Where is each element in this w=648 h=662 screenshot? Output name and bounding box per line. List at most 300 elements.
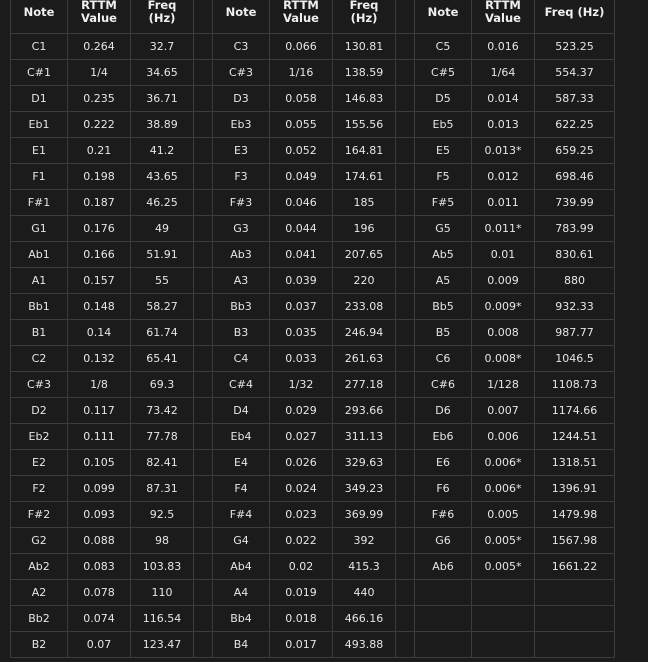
value-cell: 0.006* <box>472 476 535 502</box>
freq-cell: 146.83 <box>333 86 396 112</box>
value-cell: 0.018 <box>270 606 333 632</box>
value-cell: 0.006 <box>472 424 535 450</box>
note-cell: Bb2 <box>11 606 68 632</box>
table-row <box>11 242 615 268</box>
header-value: RTTM Value <box>270 0 333 34</box>
header-freq: Freq (Hz) <box>333 0 396 34</box>
value-cell: 0.006* <box>472 450 535 476</box>
note-cell: C3 <box>213 34 270 60</box>
note-cell: F5 <box>415 164 472 190</box>
column-gap <box>194 320 213 346</box>
freq-cell: 69.3 <box>131 372 194 398</box>
note-cell: F1 <box>11 164 68 190</box>
value-cell: 0.02 <box>270 554 333 580</box>
freq-cell: 36.71 <box>131 86 194 112</box>
freq-cell: 783.99 <box>535 216 615 242</box>
table-row <box>11 372 615 398</box>
value-cell: 0.008 <box>472 320 535 346</box>
table-row <box>11 398 615 424</box>
note-cell: F4 <box>213 476 270 502</box>
freq-cell: 311.13 <box>333 424 396 450</box>
note-cell: C#6 <box>415 372 472 398</box>
table-row <box>11 424 615 450</box>
note-cell: D4 <box>213 398 270 424</box>
table-row <box>11 450 615 476</box>
table-row <box>11 164 615 190</box>
note-cell: Bb3 <box>213 294 270 320</box>
freq-cell: 1567.98 <box>535 528 615 554</box>
freq-cell: 207.65 <box>333 242 396 268</box>
value-cell: 0.01 <box>472 242 535 268</box>
value-cell: 0.235 <box>68 86 131 112</box>
table-row <box>11 554 615 580</box>
freq-cell: 110 <box>131 580 194 606</box>
freq-cell: 82.41 <box>131 450 194 476</box>
freq-cell: 329.63 <box>333 450 396 476</box>
value-cell: 0.023 <box>270 502 333 528</box>
freq-cell <box>535 606 615 632</box>
value-cell: 0.078 <box>68 580 131 606</box>
table-row <box>11 632 615 658</box>
table-row <box>11 320 615 346</box>
column-gap <box>194 190 213 216</box>
freq-cell: 220 <box>333 268 396 294</box>
value-cell: 0.066 <box>270 34 333 60</box>
value-cell: 0.013* <box>472 138 535 164</box>
column-gap <box>194 138 213 164</box>
note-cell: Bb1 <box>11 294 68 320</box>
note-cell: E1 <box>11 138 68 164</box>
column-gap <box>194 502 213 528</box>
freq-cell: 587.33 <box>535 86 615 112</box>
value-cell: 0.198 <box>68 164 131 190</box>
value-cell: 0.14 <box>68 320 131 346</box>
value-cell: 0.222 <box>68 112 131 138</box>
column-gap <box>194 34 213 60</box>
column-gap <box>194 164 213 190</box>
note-cell: C5 <box>415 34 472 60</box>
freq-cell: 46.25 <box>131 190 194 216</box>
column-gap <box>194 580 213 606</box>
value-cell: 0.187 <box>68 190 131 216</box>
value-cell: 0.052 <box>270 138 333 164</box>
header-note: Note <box>213 0 270 34</box>
note-cell: F#3 <box>213 190 270 216</box>
freq-cell: 1479.98 <box>535 502 615 528</box>
value-cell: 1/64 <box>472 60 535 86</box>
column-gap <box>396 86 415 112</box>
column-gap <box>194 450 213 476</box>
value-cell: 0.005 <box>472 502 535 528</box>
table-row <box>11 346 615 372</box>
value-cell: 1/4 <box>68 60 131 86</box>
freq-cell: 1046.5 <box>535 346 615 372</box>
note-cell: C#1 <box>11 60 68 86</box>
column-gap <box>396 294 415 320</box>
value-cell: 0.009 <box>472 268 535 294</box>
note-cell: B5 <box>415 320 472 346</box>
column-gap <box>194 372 213 398</box>
column-gap <box>194 424 213 450</box>
column-gap <box>396 606 415 632</box>
value-cell: 0.157 <box>68 268 131 294</box>
value-cell: 0.035 <box>270 320 333 346</box>
column-gap <box>194 476 213 502</box>
value-cell: 0.005* <box>472 554 535 580</box>
header-freq: Freq (Hz) <box>131 0 194 34</box>
column-gap <box>396 476 415 502</box>
column-gap <box>396 372 415 398</box>
freq-cell: 164.81 <box>333 138 396 164</box>
freq-cell: 49 <box>131 216 194 242</box>
value-cell: 0.111 <box>68 424 131 450</box>
freq-cell: 32.7 <box>131 34 194 60</box>
column-gap <box>194 86 213 112</box>
value-cell: 0.024 <box>270 476 333 502</box>
freq-cell: 987.77 <box>535 320 615 346</box>
freq-cell: 392 <box>333 528 396 554</box>
note-cell: D1 <box>11 86 68 112</box>
column-gap <box>194 346 213 372</box>
freq-cell: 349.23 <box>333 476 396 502</box>
freq-cell <box>535 632 615 658</box>
column-gap <box>194 216 213 242</box>
freq-cell: 138.59 <box>333 60 396 86</box>
freq-cell: 277.18 <box>333 372 396 398</box>
note-cell: A2 <box>11 580 68 606</box>
note-cell: B3 <box>213 320 270 346</box>
freq-cell: 61.74 <box>131 320 194 346</box>
value-cell: 0.148 <box>68 294 131 320</box>
column-gap <box>396 0 415 34</box>
freq-cell: 554.37 <box>535 60 615 86</box>
value-cell: 0.044 <box>270 216 333 242</box>
note-cell: Ab2 <box>11 554 68 580</box>
freq-cell: 880 <box>535 268 615 294</box>
note-cell: C#4 <box>213 372 270 398</box>
column-gap <box>396 580 415 606</box>
note-cell: E5 <box>415 138 472 164</box>
freq-cell: 233.08 <box>333 294 396 320</box>
freq-cell: 34.65 <box>131 60 194 86</box>
freq-cell: 369.99 <box>333 502 396 528</box>
value-cell: 0.026 <box>270 450 333 476</box>
value-cell: 0.117 <box>68 398 131 424</box>
value-cell: 0.074 <box>68 606 131 632</box>
freq-cell: 41.2 <box>131 138 194 164</box>
freq-cell: 130.81 <box>333 34 396 60</box>
table-row <box>11 528 615 554</box>
table-row <box>11 60 615 86</box>
column-gap <box>396 164 415 190</box>
freq-cell <box>535 580 615 606</box>
column-gap <box>396 60 415 86</box>
value-cell: 0.009* <box>472 294 535 320</box>
freq-cell: 92.5 <box>131 502 194 528</box>
value-cell: 0.016 <box>472 34 535 60</box>
value-cell: 0.013 <box>472 112 535 138</box>
freq-cell: 1396.91 <box>535 476 615 502</box>
freq-cell: 1174.66 <box>535 398 615 424</box>
value-cell: 0.005* <box>472 528 535 554</box>
freq-cell: 246.94 <box>333 320 396 346</box>
value-cell: 0.039 <box>270 268 333 294</box>
freq-cell: 123.47 <box>131 632 194 658</box>
note-cell: Ab6 <box>415 554 472 580</box>
note-cell: F2 <box>11 476 68 502</box>
freq-cell: 659.25 <box>535 138 615 164</box>
note-cell: Ab4 <box>213 554 270 580</box>
freq-cell: 185 <box>333 190 396 216</box>
freq-cell: 493.88 <box>333 632 396 658</box>
column-gap <box>194 0 213 34</box>
freq-cell: 830.61 <box>535 242 615 268</box>
value-cell: 0.037 <box>270 294 333 320</box>
value-cell: 0.093 <box>68 502 131 528</box>
table-row <box>11 476 615 502</box>
note-cell: D2 <box>11 398 68 424</box>
freq-cell: 698.46 <box>535 164 615 190</box>
table-row <box>11 268 615 294</box>
note-cell: G3 <box>213 216 270 242</box>
value-cell: 0.033 <box>270 346 333 372</box>
note-cell: Ab3 <box>213 242 270 268</box>
note-cell: G2 <box>11 528 68 554</box>
value-cell: 1/32 <box>270 372 333 398</box>
value-cell <box>472 606 535 632</box>
column-gap <box>396 112 415 138</box>
value-cell: 0.058 <box>270 86 333 112</box>
table-row <box>11 34 615 60</box>
note-cell: B1 <box>11 320 68 346</box>
note-cell: D3 <box>213 86 270 112</box>
table-row <box>11 294 615 320</box>
freq-cell: 77.78 <box>131 424 194 450</box>
value-cell: 0.264 <box>68 34 131 60</box>
note-cell: A4 <box>213 580 270 606</box>
freq-cell: 65.41 <box>131 346 194 372</box>
value-cell: 0.049 <box>270 164 333 190</box>
freq-cell: 58.27 <box>131 294 194 320</box>
note-cell: G4 <box>213 528 270 554</box>
note-cell: G5 <box>415 216 472 242</box>
note-cell: C#3 <box>213 60 270 86</box>
value-cell: 0.017 <box>270 632 333 658</box>
freq-cell: 174.61 <box>333 164 396 190</box>
header-note: Note <box>415 0 472 34</box>
freq-cell: 622.25 <box>535 112 615 138</box>
value-cell: 1/8 <box>68 372 131 398</box>
value-cell <box>472 632 535 658</box>
column-gap <box>396 268 415 294</box>
column-gap <box>194 268 213 294</box>
column-gap <box>396 424 415 450</box>
column-gap <box>194 554 213 580</box>
column-gap <box>396 554 415 580</box>
freq-cell: 1661.22 <box>535 554 615 580</box>
column-gap <box>194 606 213 632</box>
value-cell: 0.022 <box>270 528 333 554</box>
note-cell: C#5 <box>415 60 472 86</box>
table-header <box>11 0 615 34</box>
note-cell: Bb5 <box>415 294 472 320</box>
note-cell: G1 <box>11 216 68 242</box>
note-cell: C6 <box>415 346 472 372</box>
note-cell: G6 <box>415 528 472 554</box>
note-cell: E2 <box>11 450 68 476</box>
value-cell: 0.012 <box>472 164 535 190</box>
note-cell: Eb6 <box>415 424 472 450</box>
freq-cell: 51.91 <box>131 242 194 268</box>
table-row <box>11 606 615 632</box>
value-cell: 0.132 <box>68 346 131 372</box>
freq-cell: 1244.51 <box>535 424 615 450</box>
column-gap <box>396 138 415 164</box>
table-row <box>11 216 615 242</box>
freq-cell: 440 <box>333 580 396 606</box>
column-gap <box>396 528 415 554</box>
column-gap <box>396 320 415 346</box>
header-value: RTTM Value <box>472 0 535 34</box>
value-cell: 0.011 <box>472 190 535 216</box>
value-cell: 0.046 <box>270 190 333 216</box>
column-gap <box>194 528 213 554</box>
note-cell: Ab5 <box>415 242 472 268</box>
freq-cell: 116.54 <box>131 606 194 632</box>
value-cell <box>472 580 535 606</box>
value-cell: 0.011* <box>472 216 535 242</box>
freq-cell: 293.66 <box>333 398 396 424</box>
note-cell: E4 <box>213 450 270 476</box>
note-cell: F#2 <box>11 502 68 528</box>
value-cell: 0.007 <box>472 398 535 424</box>
note-cell: F#6 <box>415 502 472 528</box>
column-gap <box>194 242 213 268</box>
table-body <box>11 34 615 658</box>
freq-cell: 523.25 <box>535 34 615 60</box>
column-gap <box>396 502 415 528</box>
table-row <box>11 502 615 528</box>
column-gap <box>396 242 415 268</box>
column-gap <box>396 450 415 476</box>
value-cell: 0.019 <box>270 580 333 606</box>
freq-cell: 739.99 <box>535 190 615 216</box>
note-cell: Eb4 <box>213 424 270 450</box>
freq-cell: 98 <box>131 528 194 554</box>
header-row <box>11 0 615 34</box>
note-cell: C#3 <box>11 372 68 398</box>
freq-cell: 155.56 <box>333 112 396 138</box>
note-cell: F#5 <box>415 190 472 216</box>
value-cell: 0.166 <box>68 242 131 268</box>
table-row <box>11 190 615 216</box>
value-cell: 0.176 <box>68 216 131 242</box>
table-row <box>11 112 615 138</box>
note-cell: Ab1 <box>11 242 68 268</box>
note-cell: D6 <box>415 398 472 424</box>
column-gap <box>396 346 415 372</box>
freq-cell: 43.65 <box>131 164 194 190</box>
note-cell: E6 <box>415 450 472 476</box>
note-cell: Bb4 <box>213 606 270 632</box>
note-cell <box>415 606 472 632</box>
freq-cell: 196 <box>333 216 396 242</box>
note-cell: A5 <box>415 268 472 294</box>
value-cell: 0.027 <box>270 424 333 450</box>
note-cell: Eb2 <box>11 424 68 450</box>
note-cell: Eb3 <box>213 112 270 138</box>
value-cell: 0.041 <box>270 242 333 268</box>
value-cell: 0.07 <box>68 632 131 658</box>
column-gap <box>194 632 213 658</box>
freq-cell: 87.31 <box>131 476 194 502</box>
note-cell <box>415 632 472 658</box>
value-cell: 0.008* <box>472 346 535 372</box>
note-cell: Eb1 <box>11 112 68 138</box>
value-cell: 0.088 <box>68 528 131 554</box>
value-cell: 1/128 <box>472 372 535 398</box>
note-cell: C2 <box>11 346 68 372</box>
value-cell: 0.055 <box>270 112 333 138</box>
freq-cell: 38.89 <box>131 112 194 138</box>
note-cell: E3 <box>213 138 270 164</box>
note-cell: A3 <box>213 268 270 294</box>
column-gap <box>396 632 415 658</box>
column-gap <box>396 34 415 60</box>
note-cell: A1 <box>11 268 68 294</box>
column-gap <box>194 112 213 138</box>
value-cell: 0.105 <box>68 450 131 476</box>
column-gap <box>194 60 213 86</box>
freq-cell: 415.3 <box>333 554 396 580</box>
note-cell: D5 <box>415 86 472 112</box>
value-cell: 0.029 <box>270 398 333 424</box>
table-row <box>11 86 615 112</box>
freq-cell: 73.42 <box>131 398 194 424</box>
header-freq: Freq (Hz) <box>535 0 615 34</box>
note-cell: F#1 <box>11 190 68 216</box>
column-gap <box>396 216 415 242</box>
value-cell: 1/16 <box>270 60 333 86</box>
value-cell: 0.21 <box>68 138 131 164</box>
freq-cell: 932.33 <box>535 294 615 320</box>
freq-cell: 1318.51 <box>535 450 615 476</box>
table-row <box>11 580 615 606</box>
freq-cell: 55 <box>131 268 194 294</box>
column-gap <box>194 294 213 320</box>
note-frequency-table <box>10 0 615 658</box>
freq-cell: 466.16 <box>333 606 396 632</box>
value-cell: 0.014 <box>472 86 535 112</box>
header-value: RTTM Value <box>68 0 131 34</box>
note-cell: C1 <box>11 34 68 60</box>
value-cell: 0.083 <box>68 554 131 580</box>
note-cell: B2 <box>11 632 68 658</box>
note-cell: F3 <box>213 164 270 190</box>
note-cell: F6 <box>415 476 472 502</box>
freq-cell: 103.83 <box>131 554 194 580</box>
note-cell: C4 <box>213 346 270 372</box>
freq-cell: 261.63 <box>333 346 396 372</box>
note-cell: Eb5 <box>415 112 472 138</box>
table-row <box>11 138 615 164</box>
note-cell: B4 <box>213 632 270 658</box>
column-gap <box>194 398 213 424</box>
header-note: Note <box>11 0 68 34</box>
column-gap <box>396 190 415 216</box>
value-cell: 0.099 <box>68 476 131 502</box>
freq-cell: 1108.73 <box>535 372 615 398</box>
